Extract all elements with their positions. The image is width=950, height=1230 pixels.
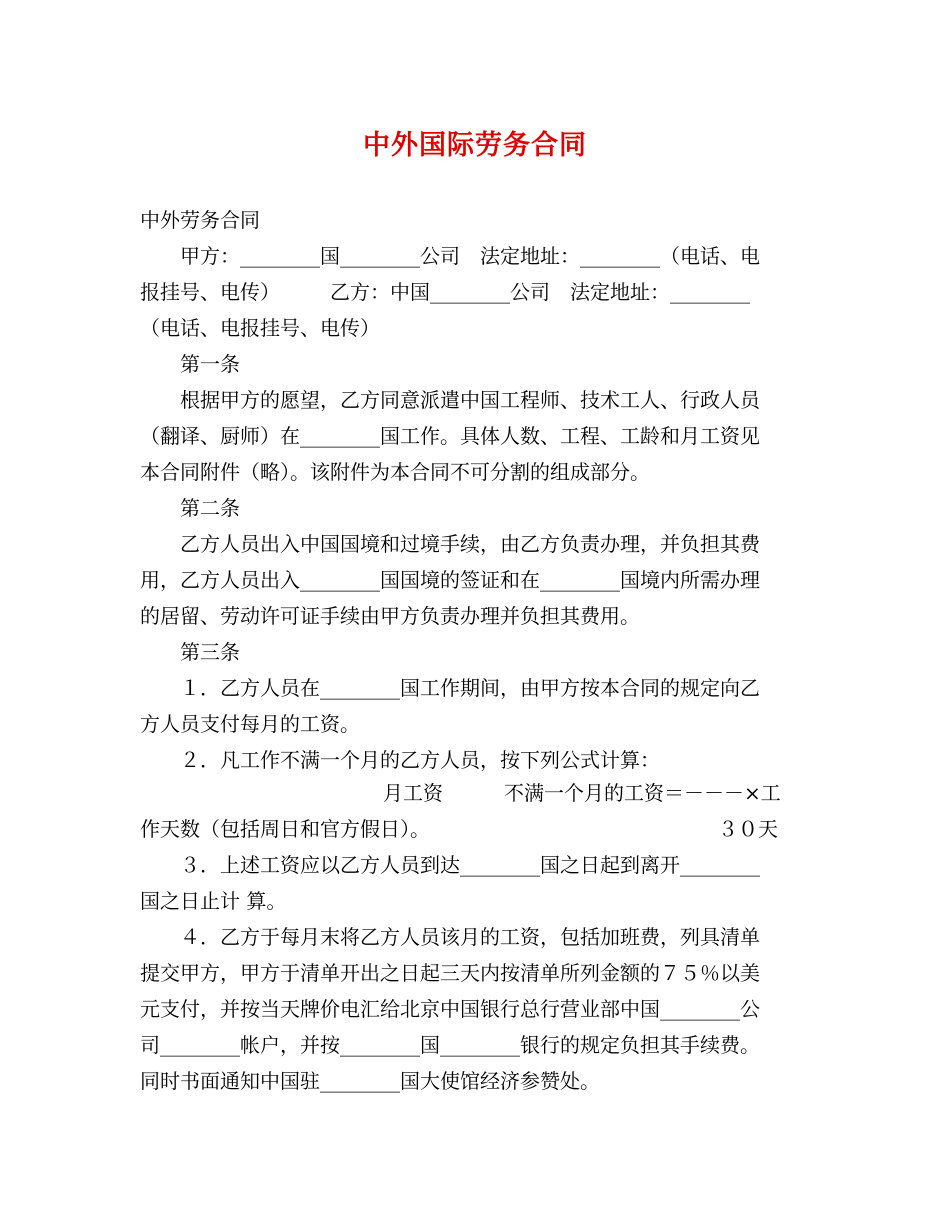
text-line: 提交甲方，甲方于清单开出之日起三天内按清单所列金额的７５％以美 — [140, 961, 760, 985]
text-line: 本合同附件（略）。该附件为本合同不可分割的组成部分。 — [140, 460, 650, 484]
text-line: 甲方：________国________公司 法定地址：________（电话、电 — [140, 244, 760, 268]
formula-bottom-line — [140, 811, 812, 847]
text-line: （电话、电报挂号、电传） — [140, 316, 380, 340]
text-line: 司________帐户，并按________国________银行的规定负担其手续费。 — [140, 1033, 760, 1057]
text-line: 方人员支付每月的工资。 — [140, 712, 360, 736]
formula-numerator: 月工资 — [383, 781, 443, 805]
text-line: 的居留、劳动许可证手续由甲方负责办理并负担其费用。 — [140, 604, 640, 628]
text-line: 国之日止计 算。 — [140, 889, 287, 913]
text-line: １．乙方人员在________国工作期间，由甲方按本合同的规定向乙 — [140, 676, 760, 700]
text-line: ３．上述工资应以乙方人员到达________国之日起到离开________ — [140, 853, 760, 877]
text-line: 乙方人员出入中国国境和过境手续，由乙方负责办理，并负担其费 — [140, 532, 760, 556]
text-line: 中外劳务合同 — [140, 208, 260, 232]
text-line: 元支付，并按当天牌价电汇给北京中国银行总行营业部中国________公 — [140, 997, 760, 1021]
text-line: ４．乙方于每月末将乙方人员该月的工资，包括加班费，列具清单 — [140, 925, 760, 949]
text-line: ２．凡工作不满一个月的乙方人员，按下列公式计算： — [140, 748, 660, 772]
text-line: 同时书面通知中国驻________国大使馆经济参赞处。 — [140, 1069, 600, 1093]
formula-denominator: ３０天 — [718, 817, 778, 841]
article-heading: 第一条 — [140, 352, 240, 376]
formula-top-line — [140, 775, 812, 811]
article-heading: 第三条 — [140, 640, 240, 664]
article-heading: 第二条 — [140, 496, 240, 520]
text-line: （翻译、厨师）在________国工作。具体人数、工程、工龄和月工资见 — [140, 424, 760, 448]
text-line: 根据甲方的愿望，乙方同意派遣中国工程师、技术工人、行政人员 — [140, 388, 760, 412]
formula-expression: 不满一个月的工资＝－－－×工 — [504, 781, 781, 805]
document-title: 中外国际劳务合同 — [363, 130, 587, 161]
text-line: 用，乙方人员出入________国国境的签证和在________国境内所需办理 — [140, 568, 760, 592]
formula-continuation: 作天数（包括周日和官方假日）。 — [140, 817, 430, 841]
text-line: 报挂号、电传） 乙方：中国________公司 法定地址：________ — [140, 280, 750, 304]
